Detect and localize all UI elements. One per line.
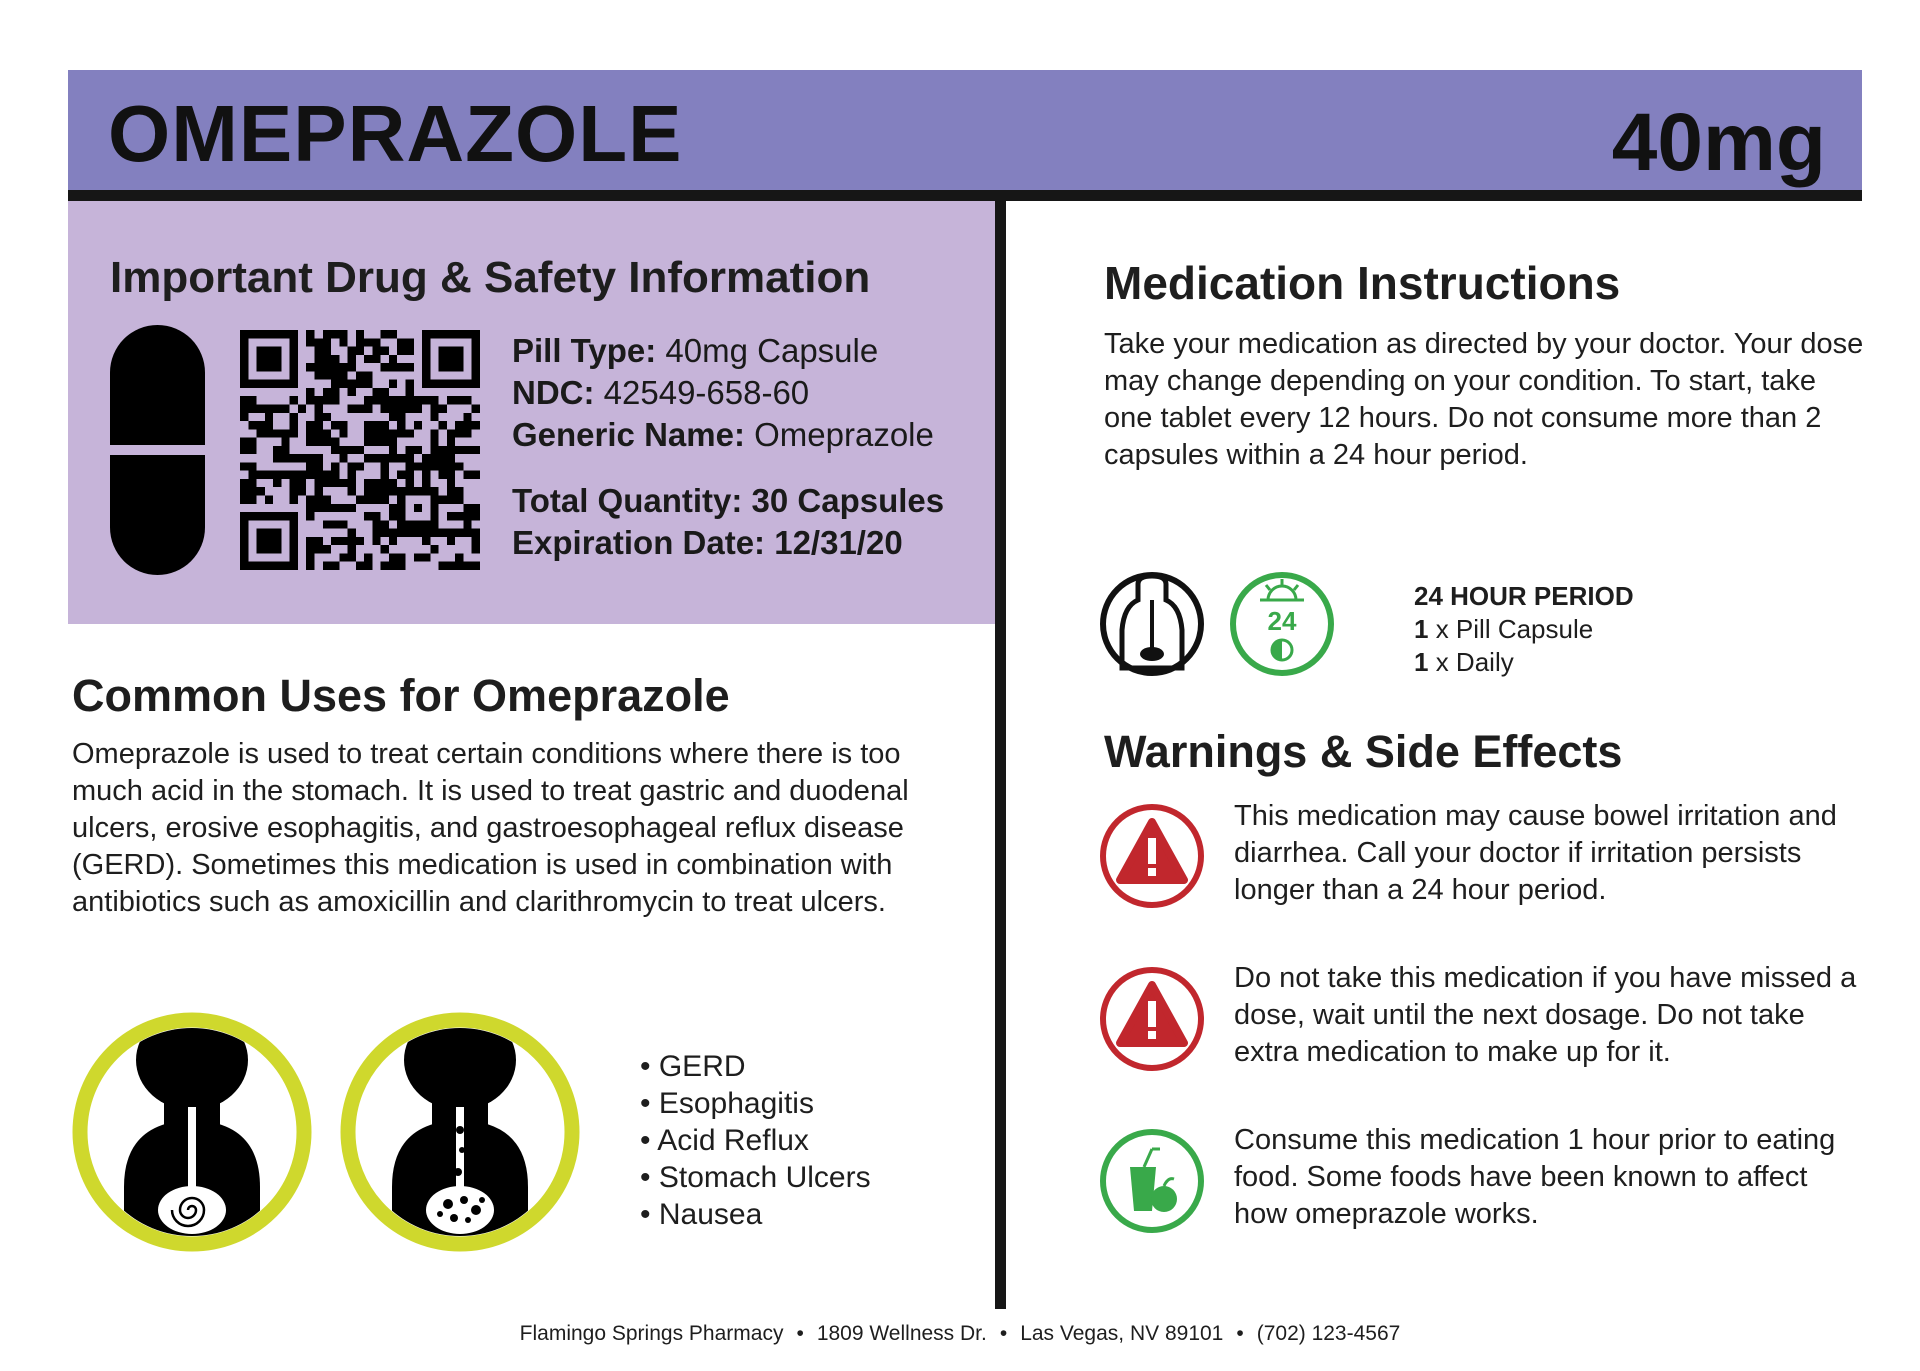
warning-text-1: This medication may cause bowel irritation and diarrhea. Call your doctor if irritation persists longer than a 24 hour period.	[1234, 800, 1837, 906]
pharmacy-footer: Flamingo Springs Pharmacy • 1809 Wellness Dr. • Las Vegas, NV 89101 • (702) 123-4567	[519, 1322, 1401, 1345]
drug-dose: 40mg	[1611, 97, 1826, 188]
stomach-swirl-icon	[72, 1012, 312, 1252]
uses-list-item: • Stomach Ulcers	[640, 1159, 871, 1196]
warning-icon	[1098, 965, 1206, 1073]
warning-icon	[1098, 802, 1206, 910]
pill-type: Pill Type: 40mg Capsule	[512, 332, 879, 369]
period-line-2: 1 x Daily	[1414, 647, 1514, 677]
period-heading: 24 HOUR PERIOD	[1414, 581, 1634, 611]
capsule-icon	[110, 325, 205, 575]
uses-list-item: • Nausea	[640, 1196, 871, 1233]
column-divider	[995, 201, 1006, 1309]
pharmacy-phone: (702) 123-4567	[1256, 1322, 1401, 1345]
pharmacy-name: Flamingo Springs Pharmacy	[519, 1322, 784, 1345]
generic-name: Generic Name: Omeprazole	[512, 416, 934, 453]
uses-body: Omeprazole is used to treat certain conditions where there is too much acid in the stomach. It is used to treat gastric and duodenal ulcers, erosive esophagitis, and gastroesophageal reflux disease (GERD). Sometimes this medication is used in combination with antibiotics such as amoxicillin and clarithromycin to treat ulcers.	[72, 738, 909, 918]
uses-list-item: • GERD	[640, 1048, 871, 1085]
drug-name: OMEPRAZOLE	[108, 89, 683, 178]
uses-list	[640, 1048, 871, 1233]
instructions-body: Take your medication as directed by your doctor. Your dose may change depending on your condition. To start, take one tablet every 12 hours. Do not consume more than 2 capsules within a 24 hour period.	[1104, 328, 1864, 471]
stomach-outline-icon	[1098, 570, 1206, 678]
dosage-period	[1414, 580, 1634, 679]
uses-list-item: • Esophagitis	[640, 1085, 871, 1122]
24-hour-clock-icon	[1228, 570, 1336, 678]
period-line-1: 1 x Pill Capsule	[1414, 614, 1594, 644]
instructions-title: Medication Instructions	[1104, 257, 1621, 309]
uses-title: Common Uses for Omeprazole	[72, 670, 730, 721]
warning-text-3: Consume this medication 1 hour prior to eating food. Some foods have been known to affect how omeprazole works.	[1234, 1124, 1836, 1230]
food-drink-icon	[1098, 1127, 1206, 1235]
total-quantity: Total Quantity: 30 Capsules	[512, 482, 945, 519]
pharmacy-address: 1809 Wellness Dr.	[816, 1322, 987, 1345]
ndc: NDC: 42549-658-60	[512, 374, 810, 411]
warning-text-2: Do not take this medication if you have missed a dose, wait until the next dosage. Do not take extra medication to make up for it.	[1234, 962, 1857, 1068]
warnings-title: Warnings & Side Effects	[1104, 726, 1623, 777]
uses-list-item: • Acid Reflux	[640, 1122, 871, 1159]
expiration-date: Expiration Date: 12/31/20	[512, 524, 903, 561]
qr-code-icon	[240, 330, 480, 570]
header-rule	[68, 190, 1862, 201]
pharmacy-city: Las Vegas, NV 89101	[1020, 1322, 1224, 1345]
stomach-acid-icon	[340, 1012, 580, 1252]
svg-text:24: 24	[1267, 606, 1297, 636]
info-title: Important Drug & Safety Information	[110, 253, 871, 302]
pill-info	[512, 330, 944, 564]
